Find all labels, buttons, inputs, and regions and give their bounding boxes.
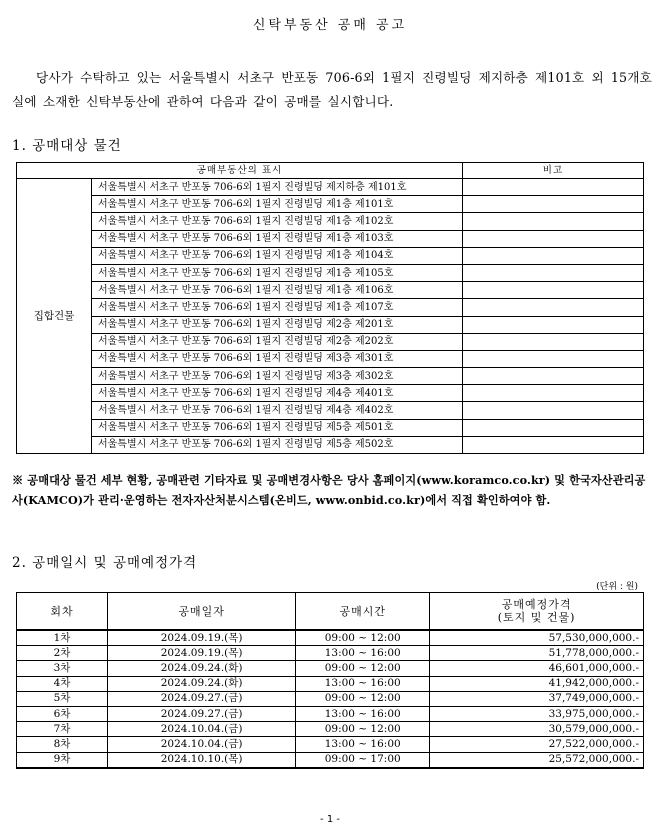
time-cell: 09:00 ~ 17:00: [296, 752, 430, 768]
table-row: [17, 368, 644, 385]
property-note: [462, 299, 643, 316]
page-number: - 1 -: [320, 814, 340, 825]
date-cell: 2024.09.27.(금): [108, 706, 296, 721]
property-note: [462, 213, 643, 230]
table-row: [17, 419, 644, 436]
price-cell: 33,975,000,000.-: [430, 706, 644, 721]
property-note: [462, 368, 643, 385]
property-address: 서울특별시 서초구 반포동 706-6외 1필지 진령빌딩 제지하층 제101호: [91, 179, 462, 196]
price-cell: 51,778,000,000.-: [430, 646, 644, 661]
table-row: [17, 706, 644, 721]
time-cell: 13:00 ~ 16:00: [296, 646, 430, 661]
table-row: [17, 436, 644, 453]
date-cell: 2024.10.04.(금): [108, 722, 296, 737]
table-row: [17, 691, 644, 706]
date-cell: 2024.09.27.(금): [108, 691, 296, 706]
intro-paragraph: 당사가 수탁하고 있는 서울특별시 서초구 반포동 706-6외 1필지 진령빌딩 제지하층 제101호 외 15개호실에 소재한 신탁부동산에 관하여 다음과 같이 공매를 실시합니다.: [12, 70, 652, 109]
table-row: [17, 196, 644, 213]
time-cell: 13:00 ~ 16:00: [296, 706, 430, 721]
price-cell: 27,522,000,000.-: [430, 737, 644, 752]
round-cell: 8차: [17, 737, 108, 752]
round-cell: 9차: [17, 752, 108, 768]
property-address: 서울특별시 서초구 반포동 706-6외 1필지 진령빌딩 제4층 제401호: [91, 385, 462, 402]
property-table: [16, 162, 644, 454]
property-address: 서울특별시 서초구 반포동 706-6외 1필지 진령빌딩 제2층 제201호: [91, 316, 462, 333]
property-address: 서울특별시 서초구 반포동 706-6외 1필지 진령빌딩 제1층 제102호: [91, 213, 462, 230]
time-cell: 13:00 ~ 16:00: [296, 737, 430, 752]
property-note: [462, 282, 643, 299]
price-cell: 57,530,000,000.-: [430, 630, 644, 646]
property-address: 서울특별시 서초구 반포동 706-6외 1필지 진령빌딩 제1층 제107호: [91, 299, 462, 316]
page-title: 신탁부동산 공매 공고: [252, 18, 408, 33]
property-address: 서울특별시 서초구 반포동 706-6외 1필지 진령빌딩 제2층 제202호: [91, 333, 462, 350]
schedule-table-body: [17, 630, 644, 768]
property-note: [462, 402, 643, 419]
table-row: [17, 179, 644, 196]
property-address: 서울특별시 서초구 반포동 706-6외 1필지 진령빌딩 제1층 제101호: [91, 196, 462, 213]
price-header: [430, 593, 644, 631]
property-address: 서울특별시 서초구 반포동 706-6외 1필지 진령빌딩 제1층 제104호: [91, 247, 462, 264]
property-address: 서울특별시 서초구 반포동 706-6외 1필지 진령빌딩 제3층 제302호: [91, 368, 462, 385]
table-row: [17, 247, 644, 264]
table-row: [17, 264, 644, 281]
property-note: [462, 179, 643, 196]
table-row: [17, 630, 644, 646]
date-cell: 2024.10.10.(목): [108, 752, 296, 768]
table-row: [17, 350, 644, 367]
price-cell: 25,572,000,000.-: [430, 752, 644, 768]
property-note: [462, 436, 643, 453]
table-row: [17, 385, 644, 402]
schedule-table: [16, 592, 644, 769]
table-row: [17, 316, 644, 333]
round-cell: 4차: [17, 676, 108, 691]
property-table-body: [17, 179, 644, 454]
notice-text: ※ 공매대상 물건 세부 현황, 공매관련 기타자료 및 공매변경사항은 당사 홈페이지(www.koramco.co.kr) 및 한국자산관리공사(KAMCO)가 관리·운영하는 전자자산처분시스템(온비드, www.onbid.co.kr)에서 직접 확인하여야 함.: [12, 473, 646, 507]
property-header: 공매부동산의 표시: [17, 163, 463, 179]
table-row: [17, 722, 644, 737]
date-cell: 2024.09.24.(화): [108, 676, 296, 691]
time-cell: 09:00 ~ 12:00: [296, 722, 430, 737]
group-label: 집합건물: [17, 179, 92, 454]
property-note: [462, 385, 643, 402]
property-note: [462, 196, 643, 213]
time-cell: 09:00 ~ 12:00: [296, 630, 430, 646]
price-header-line2: (토지 및 건물): [497, 611, 576, 624]
date-cell: 2024.09.24.(화): [108, 661, 296, 676]
table-row: [17, 282, 644, 299]
property-note: [462, 230, 643, 247]
table-row: [17, 230, 644, 247]
property-address: 서울특별시 서초구 반포동 706-6외 1필지 진령빌딩 제1층 제103호: [91, 230, 462, 247]
table-row: [17, 752, 644, 768]
time-cell: 13:00 ~ 16:00: [296, 676, 430, 691]
price-cell: 46,601,000,000.-: [430, 661, 644, 676]
section1-heading: 1. 공매대상 물건: [12, 138, 122, 154]
property-note: [462, 247, 643, 264]
property-address: 서울특별시 서초구 반포동 706-6외 1필지 진령빌딩 제5층 제502호: [91, 436, 462, 453]
property-note: [462, 264, 643, 281]
date-cell: 2024.09.19.(목): [108, 630, 296, 646]
table-row: [17, 213, 644, 230]
time-cell: 09:00 ~ 12:00: [296, 691, 430, 706]
unit-label: (단위 : 원): [596, 582, 638, 592]
price-cell: 41,942,000,000.-: [430, 676, 644, 691]
price-cell: 30,579,000,000.-: [430, 722, 644, 737]
table-row: [17, 661, 644, 676]
property-note: [462, 333, 643, 350]
round-header: 회차: [17, 593, 108, 631]
price-cell: 37,749,000,000.-: [430, 691, 644, 706]
date-header: 공매일자: [108, 593, 296, 631]
table-row: [17, 333, 644, 350]
table-row: [17, 299, 644, 316]
round-cell: 3차: [17, 661, 108, 676]
property-note: [462, 419, 643, 436]
price-header-line1: 공매예정가격: [501, 598, 572, 611]
note-header: 비고: [462, 163, 643, 179]
property-address: 서울특별시 서초구 반포동 706-6외 1필지 진령빌딩 제1층 제105호: [91, 264, 462, 281]
property-address: 서울특별시 서초구 반포동 706-6외 1필지 진령빌딩 제1층 제106호: [91, 282, 462, 299]
round-cell: 5차: [17, 691, 108, 706]
date-cell: 2024.10.04.(금): [108, 737, 296, 752]
table-row: [17, 676, 644, 691]
date-cell: 2024.09.19.(목): [108, 646, 296, 661]
round-cell: 6차: [17, 706, 108, 721]
time-header: 공매시간: [296, 593, 430, 631]
property-address: 서울특별시 서초구 반포동 706-6외 1필지 진령빌딩 제4층 제402호: [91, 402, 462, 419]
round-cell: 1차: [17, 630, 108, 646]
property-address: 서울특별시 서초구 반포동 706-6외 1필지 진령빌딩 제5층 제501호: [91, 419, 462, 436]
section2-heading: 2. 공매일시 및 공매예정가격: [12, 555, 198, 571]
time-cell: 09:00 ~ 12:00: [296, 661, 430, 676]
property-note: [462, 316, 643, 333]
property-note: [462, 350, 643, 367]
table-row: [17, 402, 644, 419]
table-row: [17, 737, 644, 752]
property-address: 서울특별시 서초구 반포동 706-6외 1필지 진령빌딩 제3층 제301호: [91, 350, 462, 367]
table-row: [17, 646, 644, 661]
round-cell: 2차: [17, 646, 108, 661]
round-cell: 7차: [17, 722, 108, 737]
